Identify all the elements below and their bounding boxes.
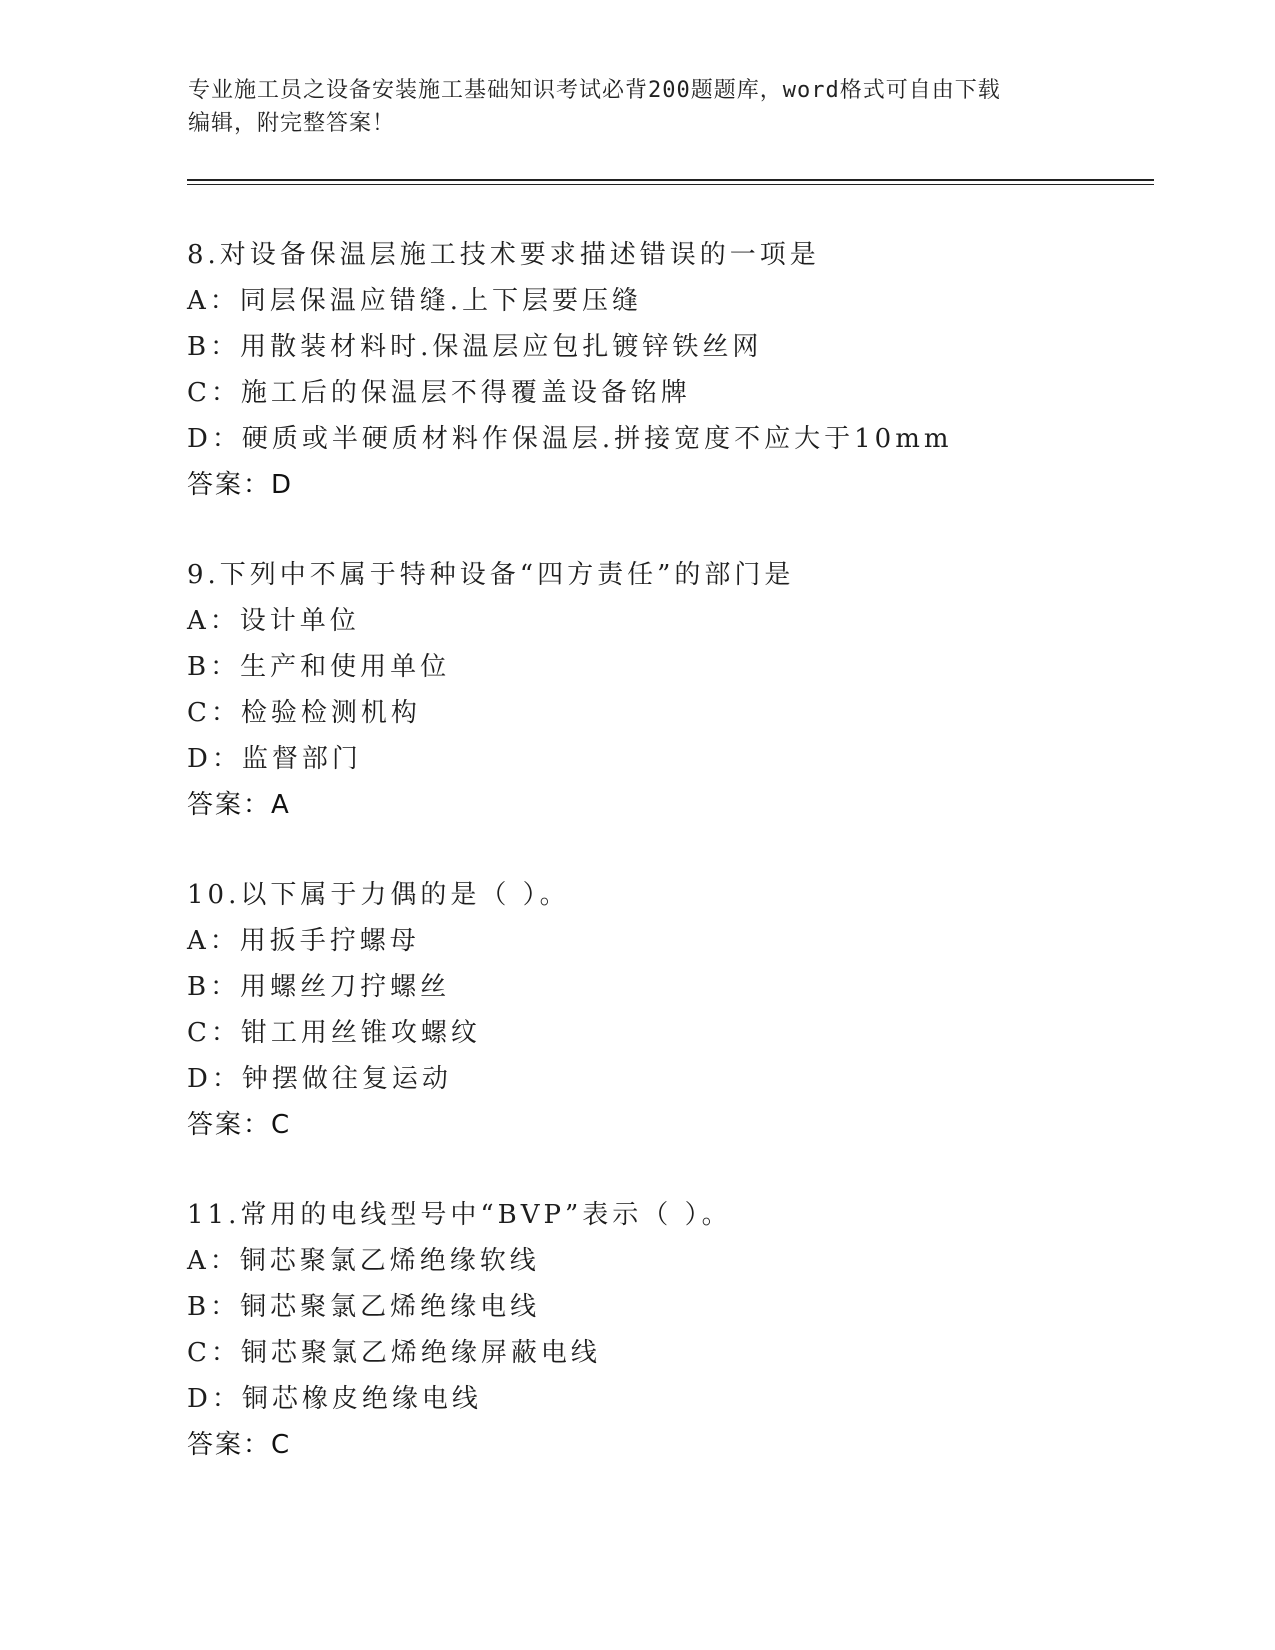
option-b: B：用螺丝刀拧螺丝	[187, 972, 451, 1002]
option-a: A：用扳手拧螺母	[187, 926, 420, 956]
option-c: C：铜芯聚氯乙烯绝缘屏蔽电线	[187, 1338, 601, 1368]
header-title-line-2: 编辑，附完整答案！	[188, 111, 396, 136]
option-b: B：铜芯聚氯乙烯绝缘电线	[187, 1292, 541, 1322]
document-header	[188, 74, 1088, 140]
question-list	[187, 232, 1147, 1512]
question-stem: 10.以下属于力偶的是（ ）。	[187, 880, 570, 910]
option-d: D：钟摆做往复运动	[187, 1064, 452, 1094]
answer-label: 答案：D	[187, 470, 294, 500]
question-9	[187, 552, 1147, 872]
option-c: C：检验检测机构	[187, 698, 421, 728]
option-d: D：硬质或半硬质材料作保温层.拼接宽度不应大于10mm	[187, 424, 953, 454]
option-c: C：施工后的保温层不得覆盖设备铭牌	[187, 378, 691, 408]
header-divider-thick	[187, 179, 1154, 181]
question-stem: 11.常用的电线型号中“BVP”表示（ ）。	[187, 1200, 732, 1230]
answer-label: 答案：C	[187, 1110, 292, 1140]
header-title-line-1: 专业施工员之设备安装施工基础知识考试必背200题题库，word格式可自由下载	[188, 78, 1001, 103]
answer-label: 答案：A	[187, 790, 291, 820]
question-stem: 8.对设备保温层施工技术要求描述错误的一项是	[187, 240, 820, 270]
option-a: A：设计单位	[187, 606, 360, 636]
option-a: A：同层保温应错缝.上下层要压缝	[187, 286, 643, 316]
question-stem: 9.下列中不属于特种设备“四方责任”的部门是	[187, 560, 795, 590]
question-11	[187, 1192, 1147, 1512]
header-divider-thin	[187, 184, 1154, 185]
option-b: B：用散装材料时.保温层应包扎镀锌铁丝网	[187, 332, 763, 362]
option-d: D：铜芯橡皮绝缘电线	[187, 1384, 482, 1414]
question-10	[187, 872, 1147, 1192]
option-d: D：监督部门	[187, 744, 362, 774]
option-b: B：生产和使用单位	[187, 652, 451, 682]
option-a: A：铜芯聚氯乙烯绝缘软线	[187, 1246, 540, 1276]
option-c: C：钳工用丝锥攻螺纹	[187, 1018, 481, 1048]
answer-label: 答案：C	[187, 1430, 292, 1460]
question-8	[187, 232, 1147, 552]
